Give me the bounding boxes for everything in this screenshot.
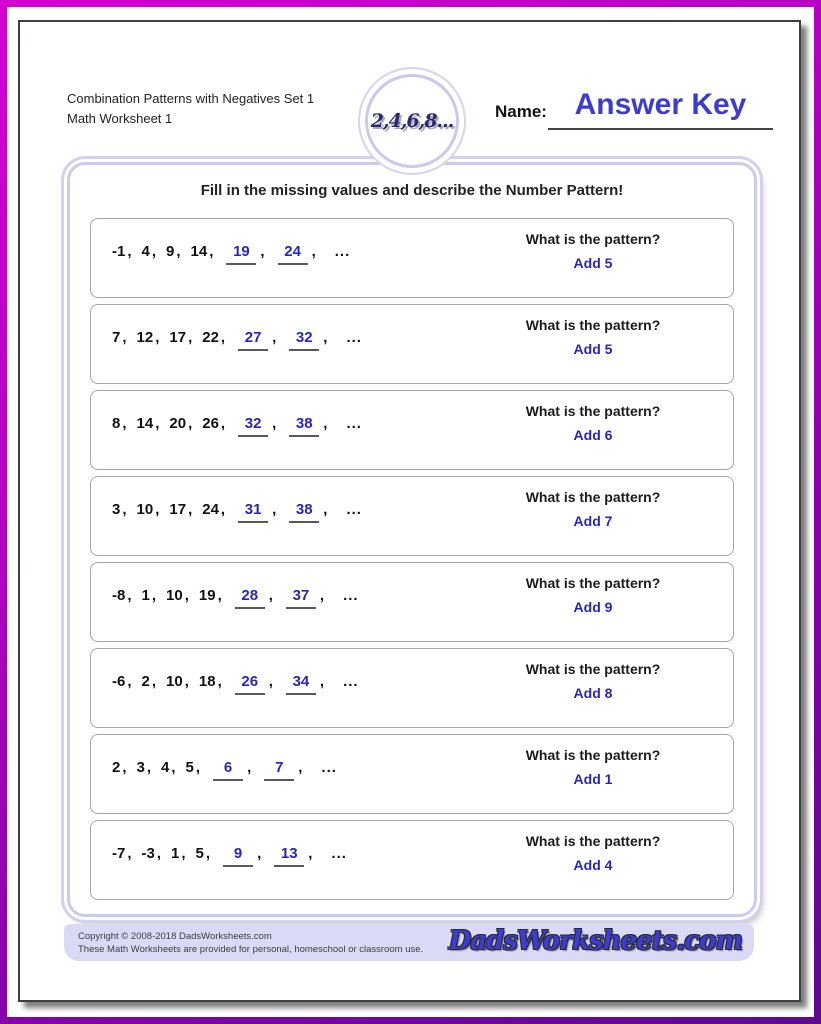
sequence-number: -6 <box>112 673 126 690</box>
sequence-number: 10 <box>166 587 183 604</box>
answer-blank: 32 <box>238 415 268 437</box>
sequence-ellipsis: ... <box>346 501 362 518</box>
problems-container <box>67 162 757 917</box>
sequence-comma: , <box>319 587 325 604</box>
sequence-comma: , <box>122 329 127 346</box>
pattern-question-label: What is the pattern? <box>525 833 661 849</box>
sequence-comma: , <box>298 759 303 776</box>
sequence-number: 3 <box>136 759 145 776</box>
sequence-comma: , <box>188 329 193 346</box>
badge-text: 2,4,6,8... <box>370 110 454 132</box>
sequence-number: -8 <box>112 587 126 604</box>
sequence-ellipsis: ... <box>334 243 351 260</box>
instruction-text: Fill in the missing values and describe the Number Pattern! <box>200 182 624 199</box>
sequence-comma: , <box>156 845 162 862</box>
sequence-number: 4 <box>141 243 150 260</box>
sequence-ellipsis: ... <box>331 845 347 862</box>
pattern-answer: Add 7 <box>573 513 613 529</box>
sequence-comma: , <box>319 673 325 690</box>
number-sequence <box>91 477 453 555</box>
sequence-comma: , <box>272 415 277 432</box>
copyright-block <box>78 930 423 956</box>
footer-bar <box>64 924 754 961</box>
sequence-ellipsis: ... <box>346 415 362 432</box>
sequence-comma: , <box>184 587 189 604</box>
sequence-comma: , <box>220 329 226 346</box>
sequence-comma: , <box>188 501 193 518</box>
answer-blank: 9 <box>223 845 253 867</box>
number-sequence <box>91 391 453 469</box>
sequence-comma: , <box>122 759 127 776</box>
pattern-answer: Add 1 <box>573 771 613 787</box>
answer-blank: 34 <box>286 673 316 695</box>
sequence-comma: , <box>311 243 316 260</box>
sequence-comma: , <box>181 845 186 862</box>
sequence-comma: , <box>272 329 277 346</box>
sequence-number: 12 <box>136 329 154 346</box>
pattern-question-label: What is the pattern? <box>525 661 661 677</box>
copyright-line2: These Math Worksheets are provided for personal, homeschool or classroom use. <box>78 943 424 955</box>
sequence-comma: , <box>155 329 160 346</box>
pattern-answer: Add 4 <box>573 857 613 873</box>
problem-row <box>90 304 734 384</box>
sequence-comma: , <box>205 845 211 862</box>
sequence-comma: , <box>151 587 157 604</box>
pattern-question-label: What is the pattern? <box>525 231 661 247</box>
sequence-ellipsis: ... <box>321 759 337 776</box>
sequence-number: 19 <box>198 587 216 604</box>
pattern-answer: Add 8 <box>573 685 613 701</box>
answer-blank: 38 <box>289 501 319 523</box>
pattern-answer: Add 5 <box>573 341 613 357</box>
pattern-answer: Add 9 <box>573 599 613 615</box>
sequence-comma: , <box>155 415 160 432</box>
pattern-question-label: What is the pattern? <box>525 575 661 591</box>
dadsworksheets-logo: DadsWorksheets.com <box>448 926 742 956</box>
sequence-number: -7 <box>112 845 126 862</box>
sequence-number: 18 <box>198 673 216 690</box>
sequence-comma: , <box>122 501 127 518</box>
worksheet-title-block <box>67 89 314 129</box>
sequence-comma: , <box>151 243 157 260</box>
number-sequence <box>91 735 453 813</box>
sequence-comma: , <box>247 759 252 776</box>
answer-blank: 6 <box>213 759 243 781</box>
number-sequence <box>91 649 453 727</box>
answer-blank: 28 <box>235 587 265 609</box>
number-sequence <box>91 305 453 383</box>
sequence-comma: , <box>268 587 273 604</box>
sequence-number: 17 <box>169 329 187 346</box>
sequence-comma: , <box>127 845 132 862</box>
pattern-answer: Add 5 <box>573 255 613 271</box>
pattern-block <box>453 391 733 469</box>
sequence-comma: , <box>127 243 132 260</box>
sequence-comma: , <box>184 673 189 690</box>
sequence-comma: , <box>220 415 226 432</box>
problem-row <box>90 820 734 900</box>
answer-blank: 31 <box>238 501 268 523</box>
pattern-block <box>453 735 733 813</box>
answer-key-text: Answer Key <box>574 88 747 121</box>
sequence-number: 1 <box>171 845 180 862</box>
sequence-comma: , <box>272 501 277 518</box>
sequence-number: 2 <box>141 673 150 690</box>
sequence-number: 14 <box>190 243 208 260</box>
number-pattern-badge <box>365 74 459 168</box>
sequence-comma: , <box>127 673 132 690</box>
sequence-number: 17 <box>169 501 187 518</box>
pattern-block <box>453 219 733 297</box>
sequence-number: 20 <box>169 415 187 432</box>
sequence-number: -1 <box>112 243 126 260</box>
sequence-comma: , <box>171 759 176 776</box>
sequence-comma: , <box>323 501 328 518</box>
pattern-block <box>453 821 733 899</box>
pattern-question-label: What is the pattern? <box>525 747 661 763</box>
number-sequence <box>91 821 453 899</box>
sequence-comma: , <box>260 243 265 260</box>
worksheet-title: Combination Patterns with Negatives Set 1 <box>67 91 315 106</box>
pattern-block <box>453 305 733 383</box>
pattern-answer: Add 6 <box>573 427 613 443</box>
sequence-comma: , <box>122 415 127 432</box>
sequence-comma: , <box>209 243 214 260</box>
pattern-block <box>453 563 733 641</box>
sequence-number: 26 <box>202 415 219 432</box>
number-sequence <box>91 219 453 297</box>
sequence-number: -3 <box>141 845 155 862</box>
problem-row <box>90 734 734 814</box>
problem-row <box>90 218 734 298</box>
sequence-comma: , <box>217 673 222 690</box>
sequence-number: 2 <box>112 759 121 776</box>
problem-rows <box>70 218 754 900</box>
sequence-comma: , <box>151 673 157 690</box>
sequence-comma: , <box>127 587 132 604</box>
pattern-question-label: What is the pattern? <box>525 317 661 333</box>
sequence-number: 3 <box>112 501 121 518</box>
name-label: Name: <box>495 102 547 121</box>
answer-blank: 32 <box>289 329 319 351</box>
answer-blank: 7 <box>264 759 294 781</box>
sequence-number: 5 <box>195 845 204 862</box>
sequence-ellipsis: ... <box>343 587 359 604</box>
sequence-ellipsis: ... <box>346 329 362 346</box>
sequence-number: 24 <box>202 501 219 518</box>
answer-blank: 37 <box>286 587 316 609</box>
sequence-comma: , <box>220 501 226 518</box>
problem-row <box>90 648 734 728</box>
pattern-block <box>453 477 733 555</box>
sequence-number: 4 <box>161 759 170 776</box>
sequence-comma: , <box>176 243 181 260</box>
problem-row <box>90 476 734 556</box>
problem-row <box>90 562 734 642</box>
answer-blank: 38 <box>289 415 319 437</box>
page-margin <box>7 7 814 1017</box>
sequence-number: 8 <box>112 415 121 432</box>
sequence-comma: , <box>308 845 313 862</box>
sequence-comma: , <box>323 415 328 432</box>
answer-blank: 27 <box>238 329 268 351</box>
answer-blank: 19 <box>226 243 256 265</box>
sequence-comma: , <box>257 845 262 862</box>
sequence-comma: , <box>323 329 328 346</box>
sequence-comma: , <box>188 415 193 432</box>
sequence-number: 5 <box>185 759 194 776</box>
name-underline <box>548 128 773 130</box>
sequence-number: 10 <box>136 501 154 518</box>
sequence-comma: , <box>195 759 201 776</box>
answer-blank: 24 <box>278 243 308 265</box>
sequence-comma: , <box>146 759 152 776</box>
sequence-comma: , <box>268 673 273 690</box>
copyright-line1: Copyright © 2008-2018 DadsWorksheets.com <box>78 930 272 942</box>
worksheet-page <box>18 20 801 1002</box>
worksheet-subtitle: Math Worksheet 1 <box>67 111 173 126</box>
answer-blank: 13 <box>274 845 304 867</box>
sequence-number: 14 <box>136 415 154 432</box>
sequence-number: 22 <box>202 329 219 346</box>
sequence-number: 10 <box>166 673 183 690</box>
sequence-number: 7 <box>112 329 121 346</box>
pattern-block <box>453 649 733 727</box>
sequence-ellipsis: ... <box>343 673 359 690</box>
number-sequence <box>91 563 453 641</box>
pattern-question-label: What is the pattern? <box>525 403 661 419</box>
sequence-comma: , <box>155 501 160 518</box>
sequence-number: 9 <box>166 243 175 260</box>
pattern-question-label: What is the pattern? <box>525 489 661 505</box>
sequence-number: 1 <box>141 587 150 604</box>
answer-blank: 26 <box>235 673 265 695</box>
problem-row <box>90 390 734 470</box>
sequence-comma: , <box>217 587 222 604</box>
